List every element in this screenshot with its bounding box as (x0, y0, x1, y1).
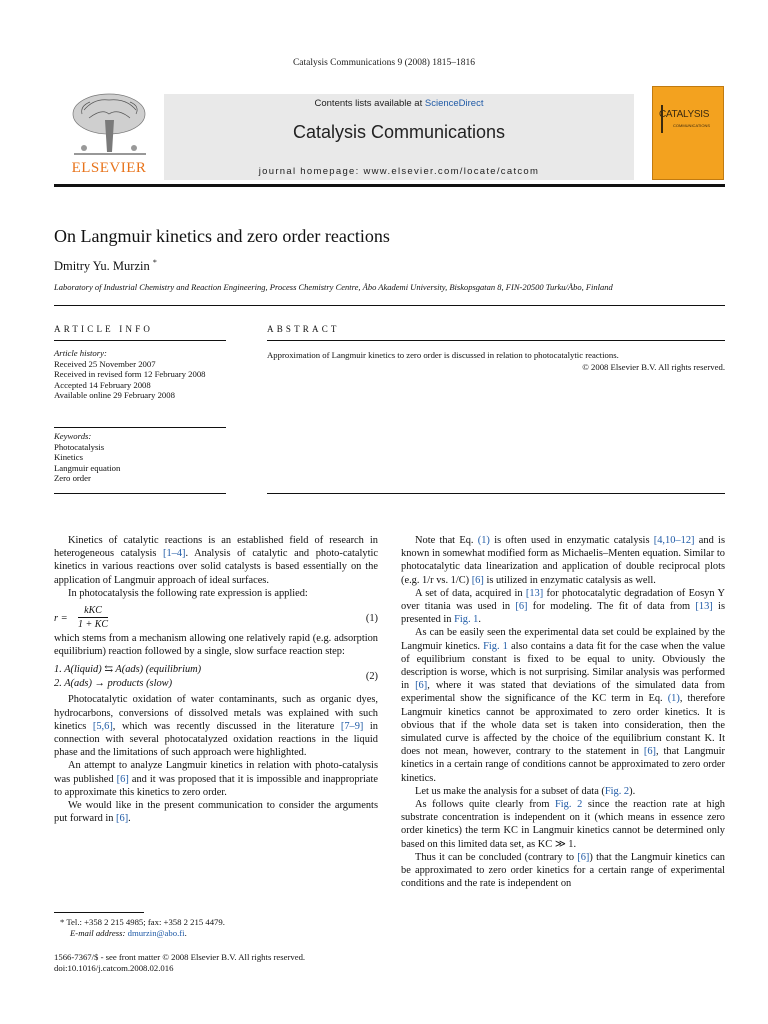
reference-link[interactable]: [6] (116, 773, 129, 785)
journal-reference: Catalysis Communications 9 (2008) 1815–1816 (292, 58, 476, 68)
author-footnote-mark[interactable]: * (152, 258, 157, 267)
text: Photocatalytic oxidation of water contaminants, such as organic dyes, hydrocarbons, conversions of dissolved metals was explained with such kinetics (54, 694, 378, 732)
text: , which was recently discussed in the literature (112, 720, 341, 732)
text: . (478, 614, 481, 626)
text: , that Langmuir kinetics in a certain range of conditions cannot be approximated to zero order kinetics. (401, 746, 725, 784)
article-info-rule (54, 340, 226, 341)
journal-cover-image[interactable] (652, 86, 724, 180)
text: . (128, 813, 131, 825)
paragraph (401, 626, 725, 784)
figure-link[interactable]: Fig. 2 (604, 785, 630, 797)
paragraph: In photocatalysis the following rate expression is applied: (68, 587, 308, 599)
figure-link[interactable]: Fig. 1 (454, 614, 479, 626)
journal-homepage[interactable]: journal homepage: www.elsevier.com/locate/catcom (258, 166, 540, 177)
cover-subtitle: COMMUNICATIONS (673, 123, 711, 128)
figure-link[interactable]: Fig. 1 (483, 640, 508, 652)
keywords-label: Keywords: (54, 431, 92, 441)
email-link[interactable]: dmurzin@abo.fi (127, 927, 185, 938)
sciencedirect-link[interactable]: ScienceDirect (424, 98, 484, 109)
cover-title: CATALYSIS (659, 109, 710, 120)
footnote (60, 917, 380, 938)
paragraph (401, 798, 725, 851)
right-column (401, 534, 725, 890)
equation-link[interactable]: (1) (477, 535, 490, 546)
paragraph (401, 851, 725, 891)
reference-link[interactable]: [5,6] (92, 720, 113, 732)
paragraph (401, 534, 725, 587)
left-column (54, 534, 378, 825)
elsevier-tree-icon (54, 90, 164, 160)
reference-link[interactable]: [6] (515, 601, 528, 613)
equation-numerator: kKC (78, 604, 108, 618)
reference-link[interactable]: [6] (116, 813, 129, 825)
history-item: Received in revised form 12 February 2008 (54, 369, 206, 380)
footnote-contact: * Tel.: +358 2 215 4985; fax: +358 2 215 4479. (60, 917, 225, 927)
abstract-copyright: © 2008 Elsevier B.V. All rights reserved. (582, 362, 725, 372)
history-item: Available online 29 February 2008 (54, 390, 175, 401)
reference-link[interactable]: [6] (471, 574, 484, 586)
text: ) that the Langmuir kinetics can be approximated to zero order kinetics for a certain range of experimental conditions and the rate is independent on (401, 851, 725, 890)
equation-link[interactable]: (1) (667, 693, 680, 705)
text: for modeling. The fit of data from (527, 601, 696, 613)
keywords-rule (54, 427, 226, 428)
article-title: On Langmuir kinetics and zero order reactions (54, 226, 390, 246)
abstract-heading: ABSTRACT (267, 324, 340, 334)
contents-line (164, 98, 634, 109)
text: A set of data, acquired in (415, 587, 526, 599)
header-divider (54, 184, 725, 187)
text: An attempt to analyze Langmuir kinetics in relation with photo-catalysis was published (54, 760, 378, 785)
text: is utilized in enzymatic catalysis as well. (483, 574, 656, 586)
text: , where it was stated that deviations of the simulated data from experimental show the significance of the KC term in Eq. (401, 680, 725, 705)
equation-number: (2) (365, 671, 378, 683)
abstract-bottom-rule (267, 493, 725, 494)
doi-line[interactable]: doi:10.1016/j.catcom.2008.02.016 (54, 962, 174, 973)
text: is often used in enzymatic catalysis (489, 535, 654, 546)
article-info-heading: ARTICLE INFO (54, 324, 154, 334)
abstract-text: Approximation of Langmuir kinetics to zero order is discussed in relation to photocatalytic reactions. (267, 350, 619, 360)
text: We would like in the present communication to consider the arguments put forward in (54, 800, 378, 825)
text: . (184, 927, 187, 938)
paragraph (54, 759, 378, 799)
article-info-bottom-rule (54, 493, 226, 494)
text: and it was proposed that it is impossible and inappropriate to approximate this kinetics to zero order. (54, 773, 379, 798)
paragraph (54, 534, 378, 587)
paragraph (401, 785, 725, 798)
text: Let us make the analysis for a subset of data ( (415, 785, 605, 797)
paragraph (54, 799, 378, 825)
reaction-step: 2. A(ads) → products (slow) (54, 677, 173, 689)
keyword-item: Kinetics (54, 452, 83, 463)
text: , therefore Langmuir kinetics cannot be approximated to zero order kinetics. It is obvious that if the whole data set is taken into consideration, then the simulated curve is affected by the choice of the equilibrium constant K. It does not mean, however, contrary to the statement in (401, 693, 725, 758)
affiliation-divider (54, 305, 725, 306)
author-affiliation: Laboratory of Industrial Chemistry and Reaction Engineering, Process Chemistry Centre, Åbo Akademi University, Biskopsgatan 8, FIN-20500 Turku/Åbo, Finland (54, 282, 613, 292)
text: also contains a data fit for the case when the value of equilibrium constant is fixed to be equal to unity. Obviously the description is worse, which is not surprising. Similar analysis was performed in (401, 640, 725, 692)
footnote-rule (54, 912, 144, 913)
reference-link[interactable]: [13] (695, 601, 713, 613)
paragraph (54, 693, 378, 759)
reference-link[interactable]: [6] (643, 746, 656, 758)
reference-link[interactable]: [4,10–12] (653, 535, 695, 546)
journal-title[interactable]: Catalysis Communications (292, 122, 506, 142)
equation-2 (54, 663, 378, 693)
reference-link[interactable]: [6] (415, 680, 428, 692)
issn-line: 1566-7367/$ - see front matter © 2008 Elsevier B.V. All rights reserved. (54, 952, 306, 962)
text: . Analysis of catalytic and photo-catalytic kinetics in various reactions over solid catalysts is based essentially on the application of Langmuir approach of ideal surfaces. (54, 548, 379, 586)
history-item: Accepted 14 February 2008 (54, 379, 151, 390)
equation-lhs: r = (54, 613, 68, 625)
text: is presented in (401, 601, 725, 626)
text: Thus it can be concluded (contrary to (415, 851, 578, 863)
text: As follows quite clearly from (415, 799, 556, 811)
equation-number: (1) (365, 613, 378, 625)
abstract-rule (267, 340, 725, 341)
elsevier-wordmark: ELSEVIER (71, 160, 147, 176)
history-item: Received 25 November 2007 (54, 358, 156, 369)
author-line (54, 258, 157, 274)
reference-link[interactable]: [1–4] (162, 548, 186, 560)
text: and is known in somewhat modified form as Michaelis–Menten equation. Similar to photocatalytic data linearization and application of double reciprocal plots (e.g. 1/r vs. 1/C) (401, 535, 725, 586)
reference-link[interactable]: [13] (525, 587, 544, 599)
reference-link[interactable]: [7–9] (340, 720, 364, 732)
keyword-item: Zero order (54, 473, 91, 484)
front-matter (54, 952, 394, 973)
equation-denominator: 1 + KC (78, 619, 109, 631)
text: As can be easily seen the experimental data set could be explained by the Langmuir kinetics. (401, 627, 725, 652)
keyword-item: Langmuir equation (54, 462, 121, 473)
text: ). (629, 785, 636, 797)
journal-header-box (164, 94, 634, 180)
figure-link[interactable]: Fig. 2 (555, 799, 583, 811)
equation-1 (54, 604, 378, 632)
reference-link[interactable]: [6] (577, 851, 590, 863)
history-label: Article history: (54, 348, 107, 358)
journal-banner (54, 90, 714, 182)
equation-fraction (78, 604, 108, 631)
email-label: E-mail address: (70, 927, 128, 938)
text: Kinetics of catalytic reactions is an established field of research in heterogeneous catalysis (54, 535, 378, 560)
paragraph (401, 587, 725, 627)
keywords-block (54, 431, 226, 484)
keyword-item: Photocatalysis (54, 441, 105, 452)
elsevier-logo[interactable] (54, 90, 164, 182)
contents-prefix: Contents lists available at (314, 98, 425, 109)
footnote-email-line (60, 928, 380, 939)
article-history (54, 348, 226, 401)
text: since the reaction rate at high substrate concentration is independent on it (which means in essence zero order kinetics) the term KC in Langmuir kinetics cannot be determined only based on this limited data set, as KC ≫ 1. (401, 799, 725, 850)
author-name[interactable]: Dmitry Yu. Murzin (54, 259, 150, 274)
text: for photocatalytic degradation of Eosyn Y over titania was used in (401, 587, 726, 613)
paragraph: which stems from a mechanism allowing one relatively rapid (e.g. adsorption equilibrium) reaction followed by a single, slow surface reaction step: (54, 633, 378, 658)
text: in connection with several photocatalyzed oxidation reactions in the liquid phase and the limitations of such approach were highlighted. (54, 720, 379, 759)
reaction-step: 1. A(liquid) ⇆ A(ads) (equilibrium) (54, 664, 202, 676)
text: Note that Eq. (415, 535, 478, 546)
